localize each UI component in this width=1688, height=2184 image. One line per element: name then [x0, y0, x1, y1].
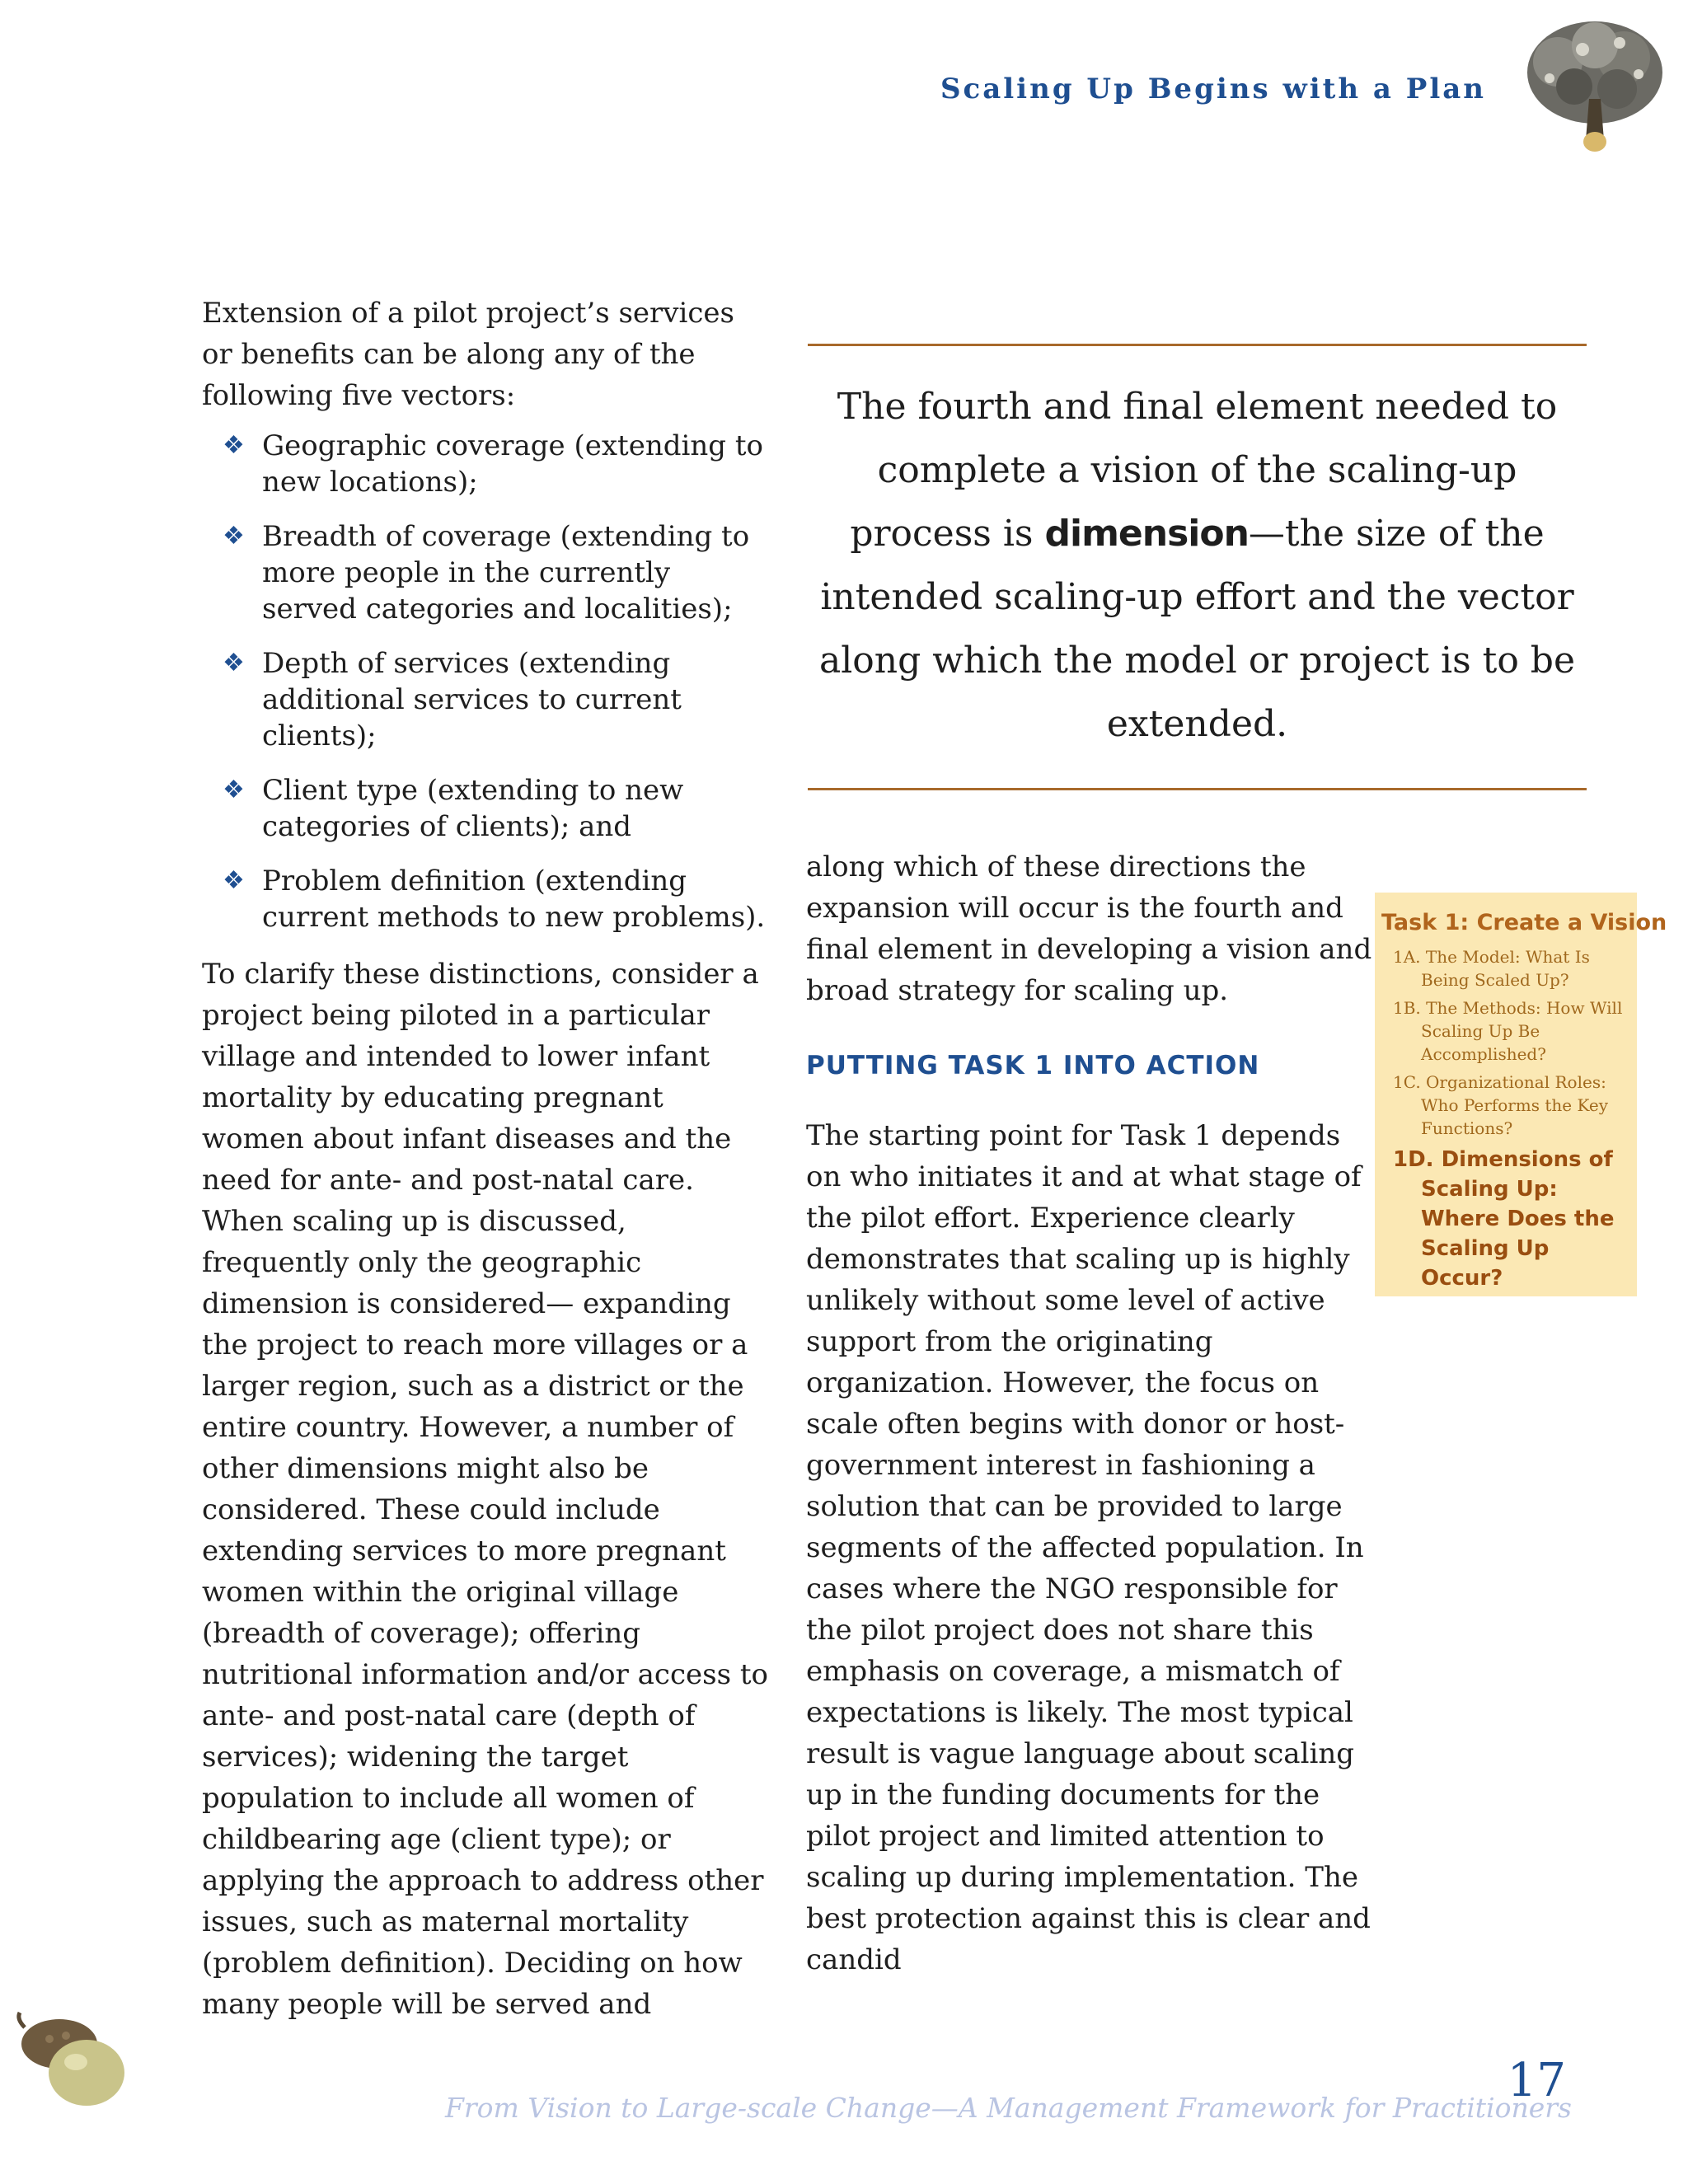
vector-list	[202, 428, 771, 935]
task-sidebar	[1375, 893, 1667, 1296]
pull-quote: The fourth and final element needed to complete a vision of the scaling-up process is dimension—the size of the intended scaling-up effort and the vector along which the model or project is to be extended.	[818, 386, 1576, 745]
diamond-bullet-icon: ❖	[223, 866, 245, 895]
sidebar-item: 1B. The Methods: How Will Scaling Up Be Accomplished?	[1393, 998, 1623, 1064]
left-column	[202, 293, 771, 2025]
pull-quote-emphasis: dimension	[1044, 513, 1249, 555]
list-item: ❖ Problem definition (extending current methods to new problems).	[223, 865, 766, 934]
running-header: Scaling Up Begins with a Plan	[940, 73, 1486, 105]
sidebar-item: 1C. Organizational Roles: Who Performs the Key Functions?	[1393, 1072, 1609, 1138]
continuation-paragraph: along which of these directions the expansion will occur is the fourth and final element in developing a vision and broad strategy for scaling up.	[806, 851, 1372, 1007]
diamond-bullet-icon: ❖	[223, 649, 245, 677]
right-column	[806, 846, 1383, 1980]
body-paragraph: To clarify these distinctions, consider a project being piloted in a particular village and intended to lower infant mortality by educating pregnant women about infant diseases and the need for ante- and post-natal care. When scaling up is discussed, frequently only the geographic dimension is considered— expanding the project to reach more villages or a larger region, such as a district or the entire country. However, a number of other dimensions might also be considered. These could include extending services to more pregnant women within the original village (breadth of coverage); offering nutritional information and/or access to ante- and post-natal care (depth of services); widening the target population to include all women of childbearing age (client type); or applying the approach to address other issues, such as maternal mortality (problem definition). Deciding on how many people will be served and	[202, 958, 768, 2021]
sidebar-item: 1A. The Model: What Is Being Scaled Up?	[1393, 947, 1590, 990]
diamond-bullet-icon: ❖	[223, 431, 245, 460]
page-number: 17	[1507, 2054, 1566, 2107]
section-heading: PUTTING TASK 1 INTO ACTION	[806, 1051, 1260, 1080]
footer-title: From Vision to Large-scale Change—A Management Framework for Practitioners	[445, 2092, 1572, 2124]
list-item: ❖ Geographic coverage (extending to new locations);	[223, 429, 763, 499]
pull-quote-bottom-rule	[808, 788, 1587, 790]
intro-paragraph: Extension of a pilot project’s services or benefits can be along any of the following five vectors:	[202, 297, 734, 412]
diamond-bullet-icon: ❖	[223, 776, 245, 804]
body-paragraph: The starting point for Task 1 depends on who initiates it and at what stage of the pilot effort. Experience clearly demonstrates that scaling up is highly unlikely without some level of active support from the originating organization. However, the focus on scale often begins with donor or host-government interest in fashioning a solution that can be provided to large segments of the affected population. In cases where the NGO responsible for the pilot project does not share this emphasis on coverage, a mismatch of expectations is likely. The most typical result is vague language about scaling up in the funding documents for the pilot project and limited attention to scaling up during implementation. The best protection against this is clear and candid	[806, 1119, 1371, 1976]
acorn-icon	[8, 2003, 132, 2110]
pull-quote-top-rule	[808, 344, 1587, 346]
sidebar-title: Task 1: Create a Vision	[1381, 910, 1667, 935]
list-item: ❖ Depth of services (extending additional services to current clients);	[223, 647, 682, 752]
diamond-bullet-icon: ❖	[223, 522, 245, 551]
sidebar-item-current: 1D. Dimensions of Scaling Up: Where Does the Scaling Up Occur?	[1393, 1147, 1615, 1291]
list-item: ❖ Client type (extending to new categories of clients); and	[223, 774, 684, 843]
list-item: ❖ Breadth of coverage (extending to more people in the currently served categories and localities);	[223, 520, 750, 626]
tree-icon	[1525, 16, 1665, 157]
